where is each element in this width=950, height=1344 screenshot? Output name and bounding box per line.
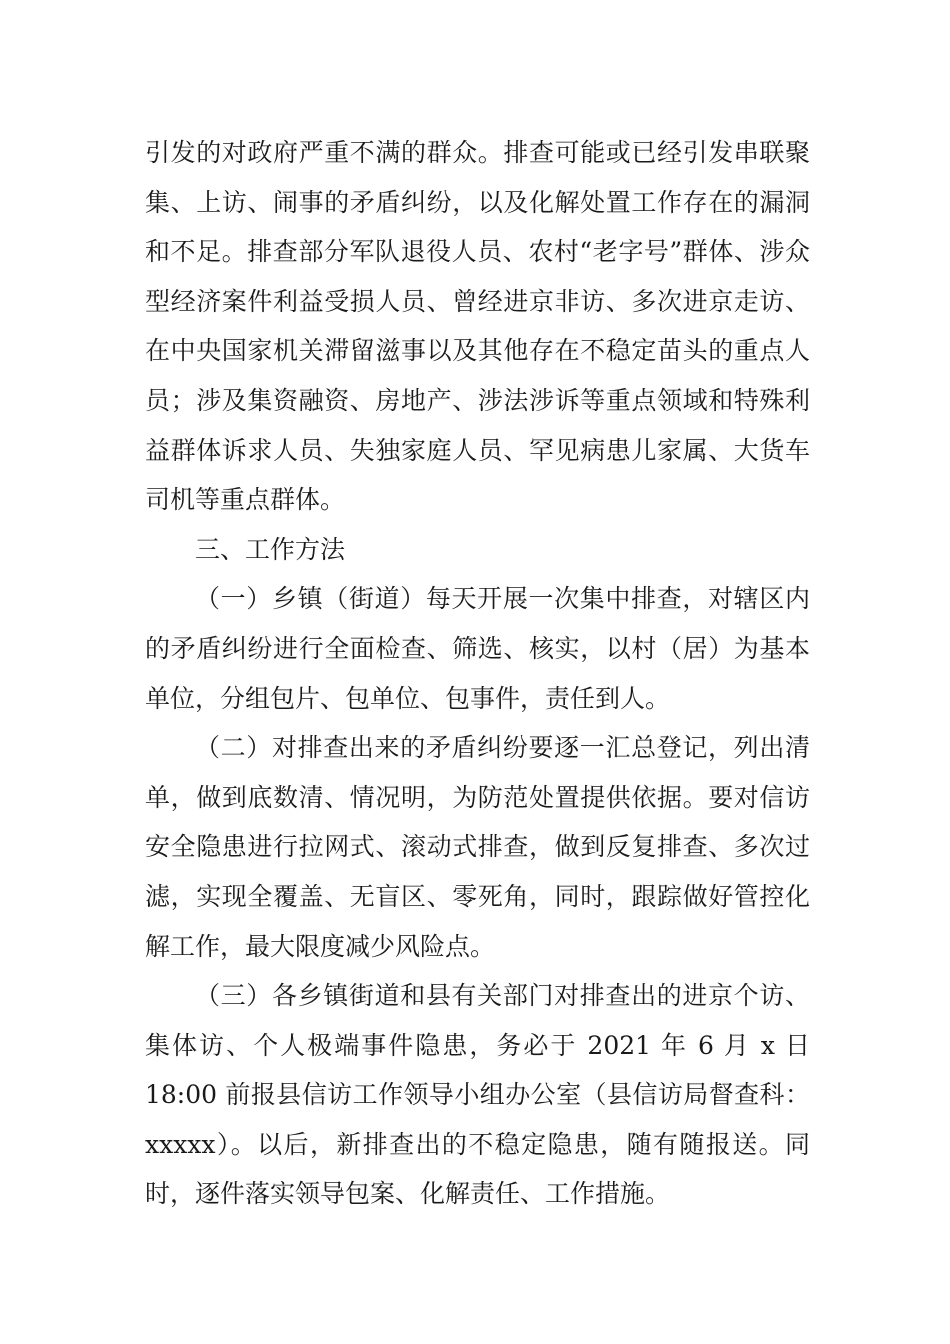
paragraph-method-3: （三）各乡镇街道和县有关部门对排查出的进京个访、集体访、个人极端事件隐患，务必于 2021 年 6 月 x 日 18:00 前报县信访工作领导小组办公室（县信访局督查科：xxxxx）。以后，新排查出的不稳定隐患，随有随报送。同时，逐件落实领导包案、化解责任、工作措施。: [145, 981, 810, 1209]
paragraph-method-1: （一）乡镇（街道）每天开展一次集中排查，对辖区内的矛盾纠纷进行全面检查、筛选、核实，以村（居）为基本单位，分组包片、包单位、包事件，责任到人。: [145, 584, 810, 713]
paragraph-method-2: （二）对排查出来的矛盾纠纷要逐一汇总登记，列出清单，做到底数清、情况明，为防范处置提供依据。要对信访安全隐患进行拉网式、滚动式排查，做到反复排查、多次过滤，实现全覆盖、无盲区、零死角，同时，跟踪做好管控化解工作，最大限度减少风险点。: [145, 733, 810, 961]
section-heading-work-methods: 三、工作方法: [195, 534, 346, 564]
paragraph-continued: 引发的对政府严重不满的群众。排查可能或已经引发串联聚集、上访、闹事的矛盾纠纷，以及化解处置工作存在的漏洞和不足。排查部分军队退役人员、农村“老字号”群体、涉众型经济案件利益受损人员、曾经进京非访、多次进京走访、在中央国家机关滞留滋事以及其他存在不稳定苗头的重点人员；涉及集资融资、房地产、涉法涉诉等重点领域和特殊利益群体诉求人员、失独家庭人员、罕见病患儿家属、大货车司机等重点群体。: [145, 138, 810, 515]
document-body: [145, 128, 810, 1219]
